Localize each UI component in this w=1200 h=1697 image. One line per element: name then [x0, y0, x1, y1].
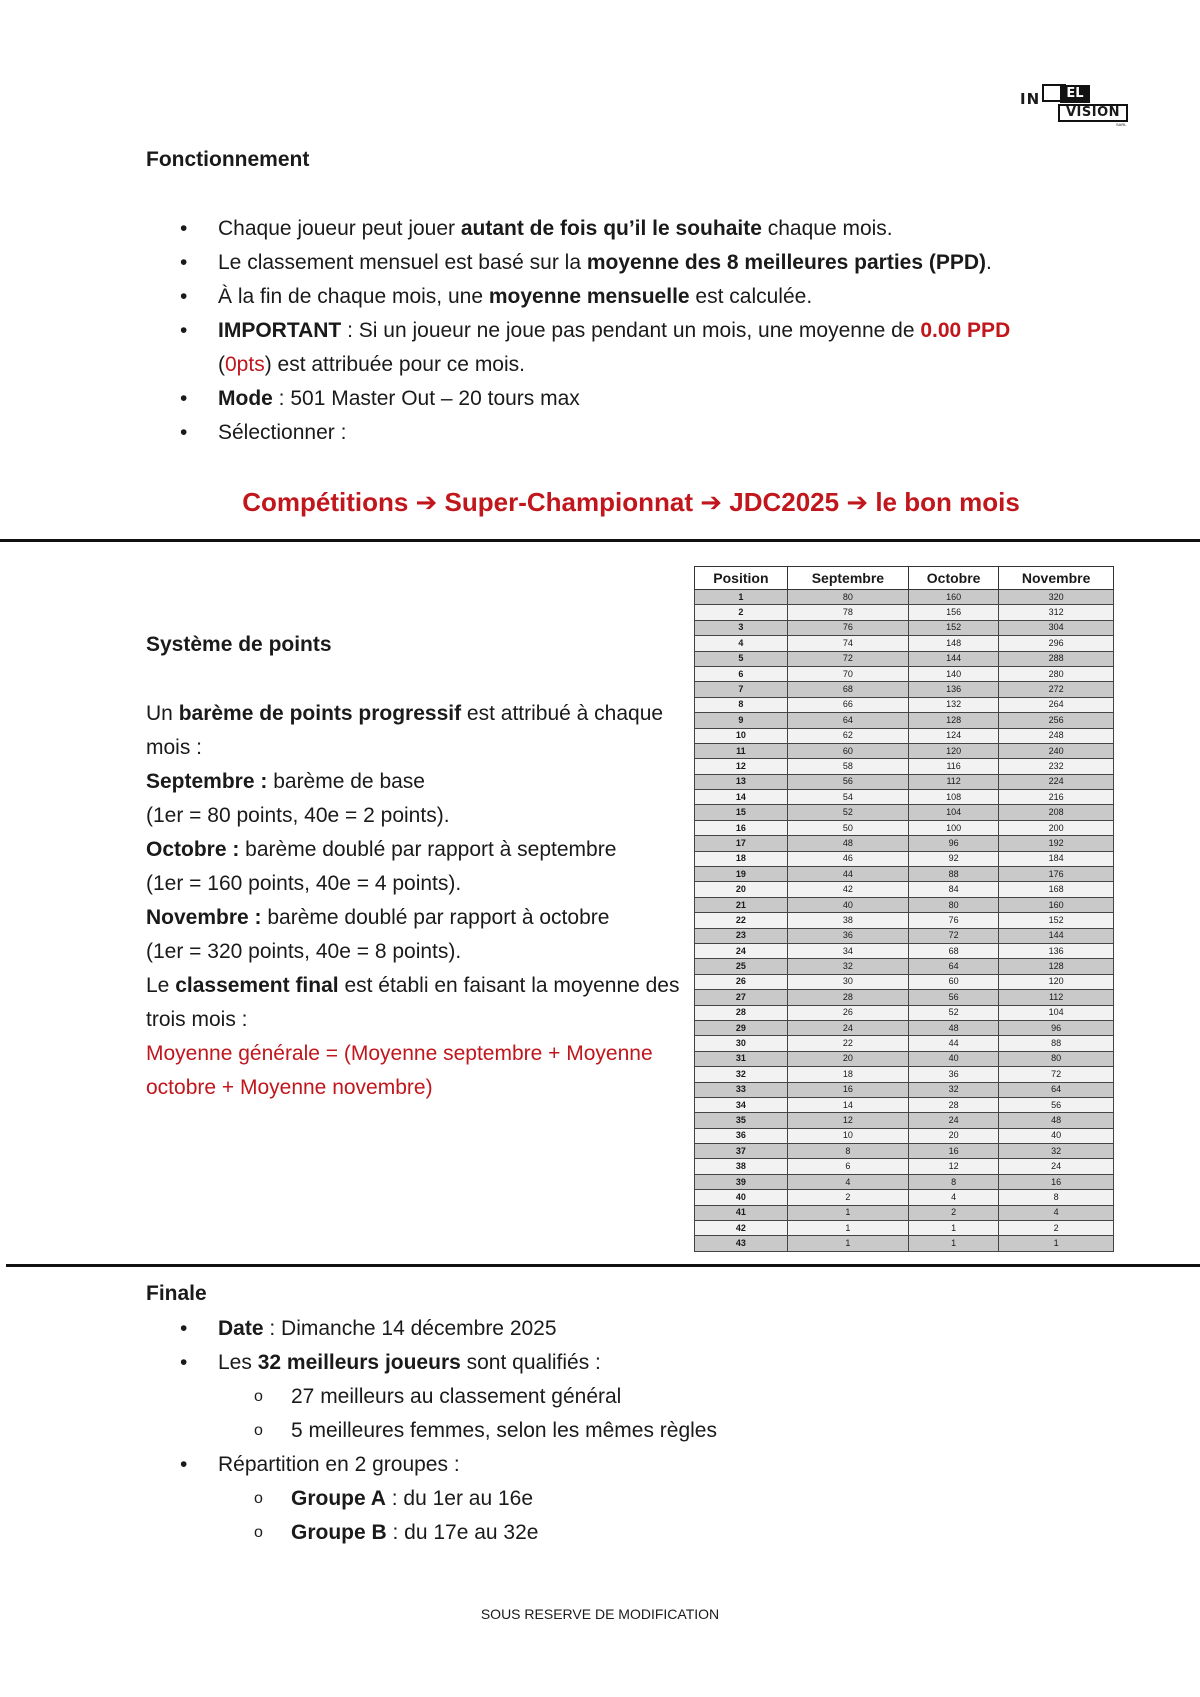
table-row [695, 682, 1114, 697]
september-cell: 14 [787, 1097, 908, 1112]
position-cell: 22 [695, 913, 788, 928]
october-cell: 1 [908, 1236, 998, 1251]
table-row [695, 820, 1114, 835]
september-cell: 80 [787, 590, 908, 605]
november-cell: 272 [999, 682, 1114, 697]
table-row [695, 1221, 1114, 1236]
september-cell: 38 [787, 913, 908, 928]
october-cell: 8 [908, 1174, 998, 1189]
sub-list-item: o Groupe B : du 17e au 32e [146, 1516, 1046, 1550]
september-cell: 44 [787, 867, 908, 882]
september-cell: 78 [787, 605, 908, 620]
position-cell: 12 [695, 759, 788, 774]
october-cell: 124 [908, 728, 998, 743]
points-november-detail: (1er = 320 points, 40e = 8 points). [146, 940, 462, 963]
november-cell: 40 [999, 1128, 1114, 1143]
position-cell: 13 [695, 774, 788, 789]
table-row [695, 836, 1114, 851]
logo-text-in: IN [1020, 90, 1041, 108]
september-cell: 40 [787, 897, 908, 912]
qualification-sublist [146, 1380, 1046, 1448]
position-cell: 26 [695, 974, 788, 989]
position-cell: 31 [695, 1051, 788, 1066]
september-cell: 20 [787, 1051, 908, 1066]
october-cell: 88 [908, 867, 998, 882]
position-cell: 15 [695, 805, 788, 820]
september-cell: 58 [787, 759, 908, 774]
september-cell: 1 [787, 1221, 908, 1236]
header-october: Octobre [908, 567, 998, 590]
position-cell: 3 [695, 620, 788, 635]
position-cell: 27 [695, 990, 788, 1005]
points-october-detail: (1er = 160 points, 40e = 4 points). [146, 872, 462, 895]
september-cell: 22 [787, 1036, 908, 1051]
november-cell: 224 [999, 774, 1114, 789]
position-cell: 35 [695, 1113, 788, 1128]
november-cell: 128 [999, 959, 1114, 974]
table-row [695, 697, 1114, 712]
sub-list-item: o 27 meilleurs au classement général [146, 1380, 1046, 1414]
position-cell: 6 [695, 666, 788, 681]
position-cell: 33 [695, 1082, 788, 1097]
october-cell: 1 [908, 1221, 998, 1236]
september-cell: 6 [787, 1159, 908, 1174]
table-row [695, 1082, 1114, 1097]
october-cell: 84 [908, 882, 998, 897]
november-cell: 144 [999, 928, 1114, 943]
table-row [695, 651, 1114, 666]
november-cell: 96 [999, 1020, 1114, 1035]
november-cell: 152 [999, 913, 1114, 928]
october-cell: 148 [908, 636, 998, 651]
groups-sublist [146, 1482, 1046, 1550]
september-cell: 4 [787, 1174, 908, 1189]
table-row [695, 605, 1114, 620]
table-row [695, 990, 1114, 1005]
logo-text-el: EL [1060, 85, 1090, 103]
october-cell: 28 [908, 1097, 998, 1112]
position-cell: 24 [695, 943, 788, 958]
november-cell: 4 [999, 1205, 1114, 1220]
november-cell: 184 [999, 851, 1114, 866]
november-cell: 64 [999, 1082, 1114, 1097]
october-cell: 128 [908, 713, 998, 728]
position-cell: 17 [695, 836, 788, 851]
september-cell: 60 [787, 743, 908, 758]
september-cell: 10 [787, 1128, 908, 1143]
table-row [695, 943, 1114, 958]
table-row [695, 897, 1114, 912]
table-row [695, 1174, 1114, 1189]
table-row [695, 1190, 1114, 1205]
october-cell: 4 [908, 1190, 998, 1205]
position-cell: 9 [695, 713, 788, 728]
position-cell: 38 [695, 1159, 788, 1174]
october-cell: 72 [908, 928, 998, 943]
november-cell: 80 [999, 1051, 1114, 1066]
november-cell: 232 [999, 759, 1114, 774]
october-cell: 76 [908, 913, 998, 928]
table-row [695, 790, 1114, 805]
november-cell: 1 [999, 1236, 1114, 1251]
position-cell: 23 [695, 928, 788, 943]
november-cell: 48 [999, 1113, 1114, 1128]
table-row [695, 1097, 1114, 1112]
november-cell: 2 [999, 1221, 1114, 1236]
position-cell: 29 [695, 1020, 788, 1035]
september-cell: 76 [787, 620, 908, 635]
october-cell: 2 [908, 1205, 998, 1220]
position-cell: 30 [695, 1036, 788, 1051]
table-row [695, 1036, 1114, 1051]
logo-text-sarl: SARL [1116, 122, 1127, 127]
section-title-points: Système de points [146, 633, 332, 656]
table-row [695, 1051, 1114, 1066]
points-november: Novembre : barème doublé par rapport à octobre [146, 906, 610, 929]
list-item: • Les 32 meilleurs joueurs sont qualifiés : [146, 1346, 1046, 1380]
october-cell: 68 [908, 943, 998, 958]
list-item: • À la fin de chaque mois, une moyenne mensuelle est calculée. [146, 280, 1046, 314]
header-november: Novembre [999, 567, 1114, 590]
table-row [695, 1159, 1114, 1174]
october-cell: 64 [908, 959, 998, 974]
november-cell: 240 [999, 743, 1114, 758]
table-row [695, 1020, 1114, 1035]
table-row [695, 851, 1114, 866]
section-title-finale: Finale [146, 1282, 207, 1305]
company-logo [1020, 82, 1130, 126]
position-cell: 37 [695, 1144, 788, 1159]
position-cell: 8 [695, 697, 788, 712]
points-description [146, 697, 686, 1105]
september-cell: 34 [787, 943, 908, 958]
november-cell: 24 [999, 1159, 1114, 1174]
sub-list-item: o Groupe A : du 1er au 16e [146, 1482, 1046, 1516]
november-cell: 280 [999, 666, 1114, 681]
table-row [695, 1005, 1114, 1020]
november-cell: 72 [999, 1067, 1114, 1082]
november-cell: 216 [999, 790, 1114, 805]
november-cell: 88 [999, 1036, 1114, 1051]
position-cell: 5 [695, 651, 788, 666]
table-row [695, 620, 1114, 635]
points-september: Septembre : barème de base [146, 770, 425, 793]
position-cell: 25 [695, 959, 788, 974]
position-cell: 19 [695, 867, 788, 882]
table-row [695, 974, 1114, 989]
table-row [695, 1113, 1114, 1128]
position-cell: 32 [695, 1067, 788, 1082]
table-row [695, 759, 1114, 774]
september-cell: 74 [787, 636, 908, 651]
november-cell: 176 [999, 867, 1114, 882]
october-cell: 48 [908, 1020, 998, 1035]
position-cell: 14 [695, 790, 788, 805]
september-cell: 2 [787, 1190, 908, 1205]
september-cell: 28 [787, 990, 908, 1005]
november-cell: 104 [999, 1005, 1114, 1020]
header-september: Septembre [787, 567, 908, 590]
position-cell: 2 [695, 605, 788, 620]
september-cell: 16 [787, 1082, 908, 1097]
september-cell: 72 [787, 651, 908, 666]
table-row [695, 913, 1114, 928]
points-final: Le classement final est établi en faisant la moyenne des trois mois : [146, 974, 680, 1031]
october-cell: 144 [908, 651, 998, 666]
september-cell: 54 [787, 790, 908, 805]
november-cell: 192 [999, 836, 1114, 851]
table-row [695, 743, 1114, 758]
september-cell: 18 [787, 1067, 908, 1082]
points-scale-table [694, 566, 1114, 1252]
points-intro: Un barème de points progressif est attribué à chaque mois : [146, 702, 664, 759]
november-cell: 320 [999, 590, 1114, 605]
divider [6, 1264, 1200, 1267]
september-cell: 70 [787, 666, 908, 681]
september-cell: 30 [787, 974, 908, 989]
october-cell: 12 [908, 1159, 998, 1174]
september-cell: 24 [787, 1020, 908, 1035]
logo-text-vision: VISION [1058, 104, 1128, 122]
november-cell: 120 [999, 974, 1114, 989]
table-row [695, 1144, 1114, 1159]
position-cell: 42 [695, 1221, 788, 1236]
footer-notice: SOUS RESERVE DE MODIFICATION [480, 1606, 720, 1622]
november-cell: 112 [999, 990, 1114, 1005]
october-cell: 96 [908, 836, 998, 851]
divider [0, 539, 1200, 542]
september-cell: 32 [787, 959, 908, 974]
september-cell: 68 [787, 682, 908, 697]
table-row [695, 805, 1114, 820]
position-cell: 18 [695, 851, 788, 866]
section-title-fonctionnement: Fonctionnement [146, 148, 310, 171]
position-cell: 28 [695, 1005, 788, 1020]
navigation-path: Compétitions ➔ Super-Championnat ➔ JDC2025 ➔ le bon mois [242, 487, 1020, 517]
table-row [695, 1236, 1114, 1251]
table-header-row [695, 567, 1114, 590]
october-cell: 132 [908, 697, 998, 712]
fonctionnement-list [146, 212, 1046, 450]
october-cell: 60 [908, 974, 998, 989]
november-cell: 248 [999, 728, 1114, 743]
position-cell: 34 [695, 1097, 788, 1112]
table-row [695, 867, 1114, 882]
list-item: • Chaque joueur peut jouer autant de fois qu’il le souhaite chaque mois. [146, 212, 1046, 246]
september-cell: 66 [787, 697, 908, 712]
october-cell: 40 [908, 1051, 998, 1066]
table-row [695, 636, 1114, 651]
points-october: Octobre : barème doublé par rapport à septembre [146, 838, 617, 861]
november-cell: 16 [999, 1174, 1114, 1189]
october-cell: 20 [908, 1128, 998, 1143]
position-cell: 1 [695, 590, 788, 605]
november-cell: 304 [999, 620, 1114, 635]
points-september-detail: (1er = 80 points, 40e = 2 points). [146, 804, 450, 827]
november-cell: 264 [999, 697, 1114, 712]
september-cell: 52 [787, 805, 908, 820]
october-cell: 152 [908, 620, 998, 635]
november-cell: 8 [999, 1190, 1114, 1205]
finale-list [146, 1312, 1046, 1380]
table-row [695, 1205, 1114, 1220]
list-item: • Mode : 501 Master Out – 20 tours max [146, 382, 1046, 416]
october-cell: 116 [908, 759, 998, 774]
october-cell: 52 [908, 1005, 998, 1020]
october-cell: 112 [908, 774, 998, 789]
table-row [695, 1128, 1114, 1143]
october-cell: 80 [908, 897, 998, 912]
november-cell: 312 [999, 605, 1114, 620]
october-cell: 140 [908, 666, 998, 681]
october-cell: 32 [908, 1082, 998, 1097]
table-row [695, 590, 1114, 605]
list-item: • IMPORTANT : Si un joueur ne joue pas pendant un mois, une moyenne de 0.00 PPD (0pts) est attribuée pour ce mois. [146, 314, 1046, 382]
position-cell: 39 [695, 1174, 788, 1189]
september-cell: 46 [787, 851, 908, 866]
position-cell: 20 [695, 882, 788, 897]
september-cell: 8 [787, 1144, 908, 1159]
list-item: • Date : Dimanche 14 décembre 2025 [146, 1312, 1046, 1346]
table-row [695, 1067, 1114, 1082]
sub-list-item: o 5 meilleures femmes, selon les mêmes règles [146, 1414, 1046, 1448]
november-cell: 256 [999, 713, 1114, 728]
october-cell: 24 [908, 1113, 998, 1128]
table-row [695, 728, 1114, 743]
table-row [695, 882, 1114, 897]
september-cell: 64 [787, 713, 908, 728]
october-cell: 104 [908, 805, 998, 820]
list-item: • Le classement mensuel est basé sur la moyenne des 8 meilleures parties (PPD). [146, 246, 1046, 280]
september-cell: 12 [787, 1113, 908, 1128]
november-cell: 32 [999, 1144, 1114, 1159]
october-cell: 92 [908, 851, 998, 866]
october-cell: 16 [908, 1144, 998, 1159]
october-cell: 156 [908, 605, 998, 620]
october-cell: 36 [908, 1067, 998, 1082]
october-cell: 160 [908, 590, 998, 605]
november-cell: 168 [999, 882, 1114, 897]
table-row [695, 713, 1114, 728]
october-cell: 136 [908, 682, 998, 697]
september-cell: 42 [787, 882, 908, 897]
september-cell: 50 [787, 820, 908, 835]
november-cell: 160 [999, 897, 1114, 912]
october-cell: 44 [908, 1036, 998, 1051]
september-cell: 26 [787, 1005, 908, 1020]
october-cell: 100 [908, 820, 998, 835]
table-body [695, 590, 1114, 1252]
november-cell: 296 [999, 636, 1114, 651]
position-cell: 10 [695, 728, 788, 743]
table-row [695, 774, 1114, 789]
table-row [695, 959, 1114, 974]
groups-list [146, 1448, 1046, 1482]
position-cell: 41 [695, 1205, 788, 1220]
october-cell: 56 [908, 990, 998, 1005]
list-item: • Sélectionner : [146, 416, 1046, 450]
position-cell: 43 [695, 1236, 788, 1251]
september-cell: 56 [787, 774, 908, 789]
november-cell: 136 [999, 943, 1114, 958]
position-cell: 21 [695, 897, 788, 912]
table-row [695, 928, 1114, 943]
september-cell: 48 [787, 836, 908, 851]
position-cell: 11 [695, 743, 788, 758]
position-cell: 40 [695, 1190, 788, 1205]
header-position: Position [695, 567, 788, 590]
september-cell: 1 [787, 1205, 908, 1220]
points-formula: Moyenne générale = (Moyenne septembre + Moyenne octobre + Moyenne novembre) [146, 1042, 653, 1099]
october-cell: 108 [908, 790, 998, 805]
october-cell: 120 [908, 743, 998, 758]
position-cell: 16 [695, 820, 788, 835]
table-row [695, 666, 1114, 681]
list-item: • Répartition en 2 groupes : [146, 1448, 1046, 1482]
november-cell: 208 [999, 805, 1114, 820]
september-cell: 62 [787, 728, 908, 743]
position-cell: 4 [695, 636, 788, 651]
november-cell: 56 [999, 1097, 1114, 1112]
november-cell: 200 [999, 820, 1114, 835]
position-cell: 36 [695, 1128, 788, 1143]
position-cell: 7 [695, 682, 788, 697]
november-cell: 288 [999, 651, 1114, 666]
september-cell: 1 [787, 1236, 908, 1251]
september-cell: 36 [787, 928, 908, 943]
